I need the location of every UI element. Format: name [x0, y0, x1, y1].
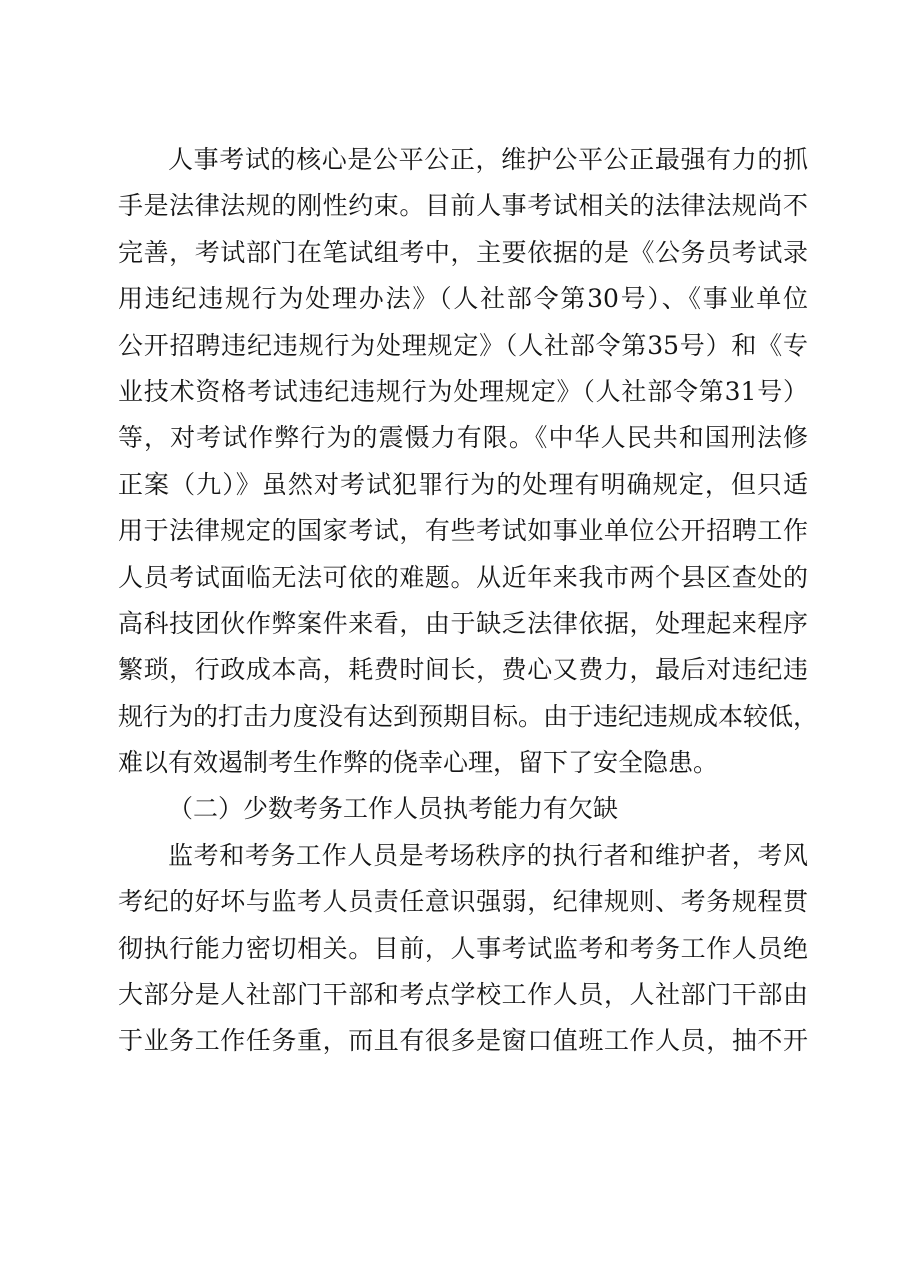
paragraph-line: 于业务工作任务重，而且有很多是窗口值班工作人员，抽不开	[118, 1026, 808, 1056]
paragraph-line: 等，对考试作弊行为的震慑力有限。《中华人民共和国刑法修	[118, 423, 808, 453]
paragraph-2	[118, 833, 808, 1065]
paragraph-line: 用于法律规定的国家考试，有些考试如事业单位公开招聘工作	[118, 516, 808, 546]
paragraph-line: 手是法律法规的刚性约束。目前人事考试相关的法律法规尚不	[118, 191, 808, 221]
section-heading-text: （二）少数考务工作人员执考能力有欠缺	[168, 794, 619, 824]
paragraph-1	[118, 137, 819, 786]
paragraph-line: 彻执行能力密切相关。目前，人事考试监考和考务工作人员绝	[118, 933, 808, 963]
paragraph-line: 考纪的好坏与监考人员责任意识强弱，纪律规则、考务规程贯	[118, 887, 808, 917]
paragraph-line: 用违纪违规行为处理办法》（人社部令第30号）、《事业单位	[118, 284, 808, 314]
paragraph-line: 业技术资格考试违纪违规行为处理规定》（人社部令第31号）	[118, 376, 808, 406]
paragraph-line: 人事考试的核心是公平公正，维护公平公正最强有力的抓	[168, 145, 808, 174]
paragraph-line: 繁琐，行政成本高，耗费时间长，费心又费力，最后对违纪违	[118, 655, 808, 685]
paragraph-line: 正案（九）》虽然对考试犯罪行为的处理有明确规定，但只适	[118, 469, 808, 499]
paragraph-line: 人员考试面临无法可依的难题。从近年来我市两个县区查处的	[118, 562, 808, 592]
paragraph-line: 规行为的打击力度没有达到预期目标。由于违纪违规成本较低，	[118, 701, 819, 731]
paragraph-line: 高科技团伙作弊案件来看，由于缺乏法律依据，处理起来程序	[118, 608, 808, 638]
paragraph-line: 难以有效遏制考生作弊的侥幸心理，留下了安全隐患。	[118, 748, 719, 778]
paragraph-line: 公开招聘违纪违规行为处理规定》（人社部令第35号）和《专	[118, 330, 808, 360]
section-heading	[118, 786, 808, 832]
paragraph-line: 监考和考务工作人员是考场秩序的执行者和维护者，考风	[168, 840, 808, 870]
paragraph-line: 大部分是人社部门干部和考点学校工作人员，人社部门干部由	[118, 980, 808, 1010]
paragraph-line: 完善，考试部门在笔试组考中，主要依据的是《公务员考试录	[118, 237, 808, 267]
document-body	[118, 137, 819, 1065]
